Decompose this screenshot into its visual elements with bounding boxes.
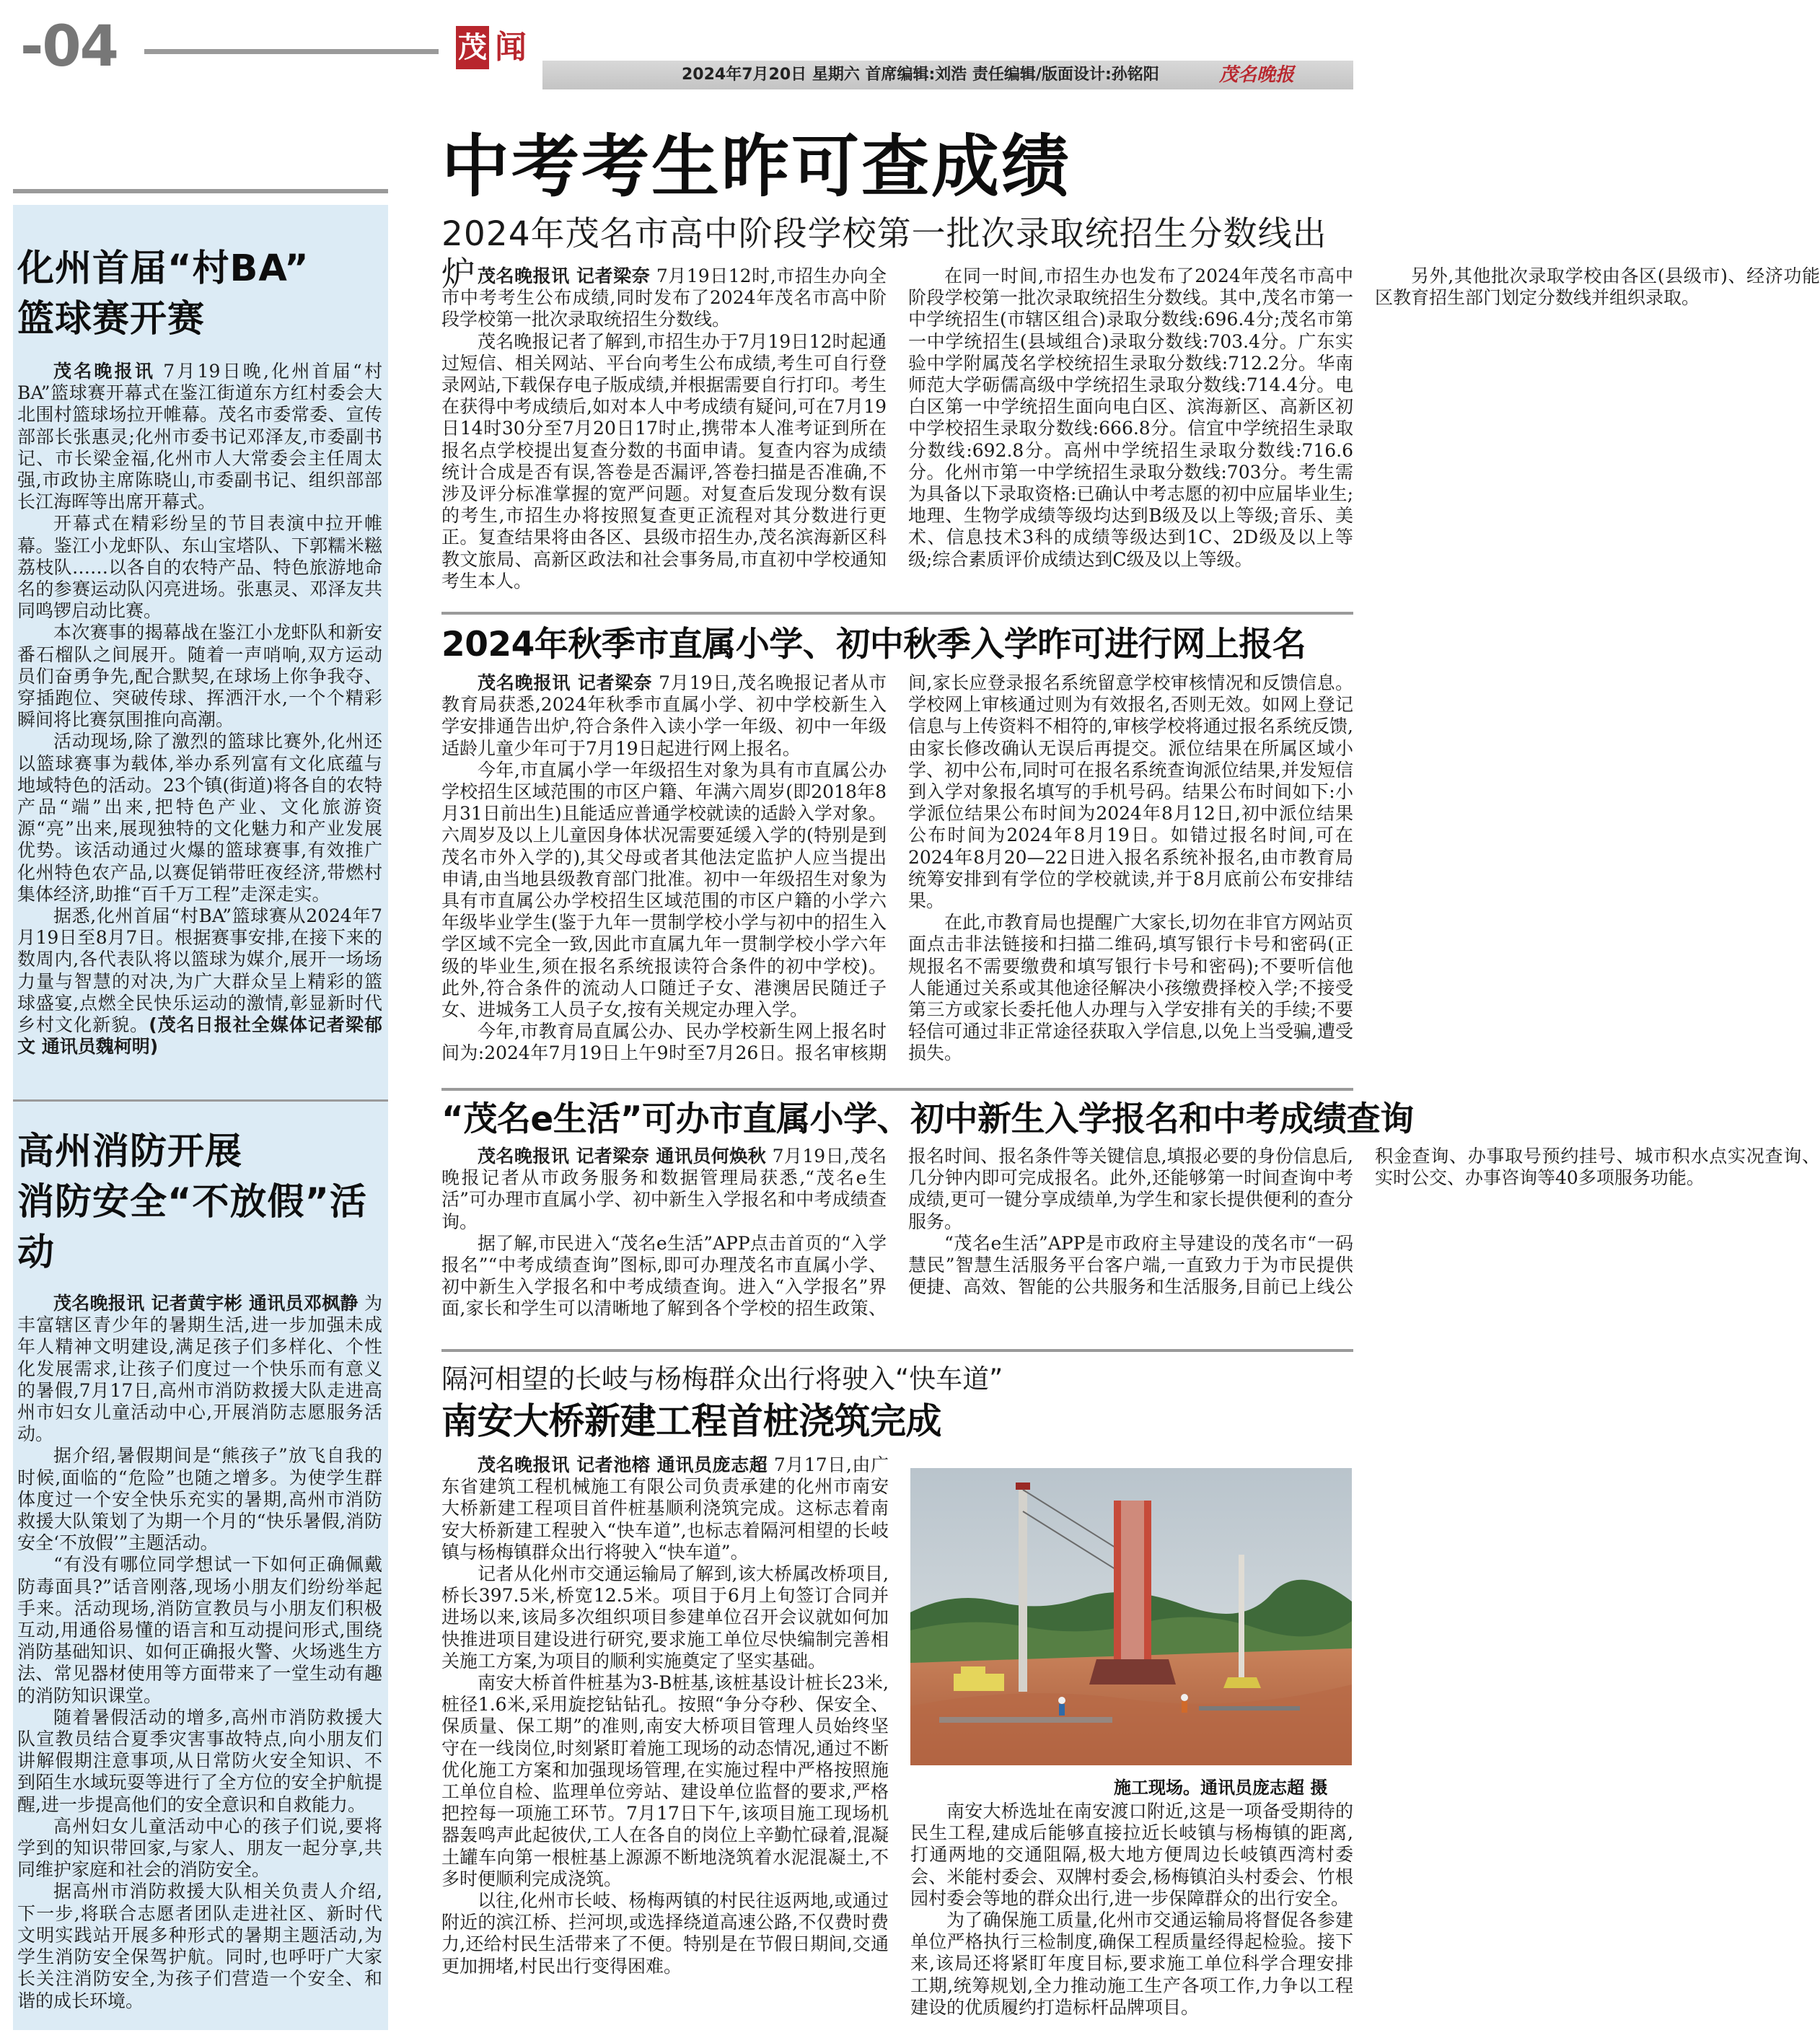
article-fire-safety-p3: “有没有哪位同学想试一下如何正确佩戴防毒面具?”话音刚落,现场小朋友们纷纷举起手来。活动现场,消防宣教员与小朋友们积极互动,用通俗易懂的语言和互动提问形式,围绕消防基础知识、如何正确报火警、火场逃生方法、常见器材使用等方面带来了一堂生动有趣的消防知识课堂。 [17, 1554, 382, 1706]
article-bridge-col2 [910, 1801, 1353, 2019]
article-village-ba-title2: 篮球赛开赛 [17, 298, 206, 341]
article-fire-safety-p4: 随着暑假活动的增多,高州市消防救援大队宣教员结合夏季灾害事故特点,向小朋友们讲解假期注意事项,从日常防火安全知识、不到陌生水域玩耍等进行了全方位的安全护航提醒,进一步提高他们的安全意识和自救能力。 [17, 1706, 382, 1815]
byline: 茂名晚报讯 [53, 361, 156, 382]
article-exam-scores-p2: 茂名晚报记者了解到,市招生办于7月19日12时起通过短信、相关网站、平台向考生公布成绩,考生可自行登录网站,下载保存电子版成绩,并根据需要自行打印。考生在获得中考成绩后,如对本人中考成绩有疑问,可在7月19日14时30分至7月20日17时止,携带本人准考证到所在报名点学校提出复查分数的书面申请。复查内容为成绩统计合成是否有误,答卷是否漏评,答卷扫描是否准确,不涉及评分标准掌握的宽严问题。对复查后发现分数有误的考生,市招生办将按照复查更正流程对其分数进行更正。复查结果将由各区、县级市招生办,茂名滨海新区科教文旅局、高新区政法和社会事务局,市直初中学校通知考生本人。 [441, 330, 887, 592]
article-enrollment-title: 2024年秋季市直属小学、初中秋季入学昨可进行网上报名 [441, 625, 1306, 664]
article-elife-p2: 据了解,市民进入“茂名e生活”APP点击首页的“入学报名”“中考成绩查询”图标,即可办理茂名市直属小学、初中新生入学报名和中考成绩查询。进入“入学报名”界面,家长和学生可以清晰地了解到各个学校的招生政策、报名时间、报名条件等关键信息,填报必要的身份信息后,几分钟内即可完成报名。此外,还能够第一时间查询中考成绩,更可一键分享成绩单,为学生和家长提供便利的查分服务。 [441, 1146, 1353, 1319]
article-village-ba-p3: 本次赛事的揭幕战在鉴江小龙虾队和新安番石榴队之间展开。随着一声哨响,双方运动员们奋勇争先,配合默契,在球场上你争我夺、穿插跑位、突破传球、挥洒汗水,一个个精彩瞬间将比赛氛围推向高潮。 [17, 622, 382, 731]
article-bridge-p2: 记者从化州市交通运输局了解到,该大桥属改桥项目,桥长397.5米,桥宽12.5米。项目于6月上旬签订合同并进场以来,该局多次组织项目参建单位召开会议就如何加快推进项目建设进行研究,要求施工单位尽快编制完善相关施工方案,为项目的顺利实施奠定了坚实基础。 [441, 1563, 889, 1672]
article-bridge-kicker: 隔河相望的长岐与杨梅群众出行将驶入“快车道” [441, 1363, 1003, 1394]
page-number: -04 [20, 14, 118, 79]
column-logo [456, 26, 535, 76]
article-fire-safety-p1: 茂名晚报讯 记者黄宇彬 通讯员邓枫静 为丰富辖区青少年的暑期生活,进一步加强未成年人精神文明建设,满足孩子们多样化、个性化发展需求,让孩子们度过一个快乐而有意义的暑假,7月17日,高州市消防救援大队走进高州市妇女儿童活动中心,开展消防志愿服务活动。 [17, 1293, 382, 1445]
divider-1 [441, 612, 1353, 615]
article-fire-safety-p6: 据高州市消防救援大队相关负责人介绍,下一步,将联合志愿者团队走进社区、新时代文明实践站开展多种形式的暑期主题活动,为学生消防安全保驾护航。同时,也呼吁广大家长关注消防安全,为孩子们营造一个安全、和谐的成长环境。 [17, 1881, 382, 2011]
article-village-ba-p5: 据悉,化州首届“村BA”篮球赛从2024年7月19日至8月7日。根据赛事安排,在接下来的数周内,各代表队将以篮球为媒介,展开一场场力量与智慧的对决,为广大群众呈上精彩的篮球盛宴,点燃全民快乐运动的激情,彰显新时代乡村文化新貌。(茂名日报社全媒体记者梁郁文 通讯员魏柯明) [17, 905, 382, 1058]
article-village-ba-title1: 化州首届“村BA” [17, 247, 309, 290]
article-fire-safety [17, 1127, 382, 2012]
article-bridge-title: 南安大桥新建工程首桩浇筑完成 [441, 1400, 941, 1442]
article-enrollment [441, 672, 1353, 1084]
article-bridge-p3: 南安大桥首件桩基为3-B桩基,该桩基设计桩长23米,桩径1.6米,采用旋挖钻钻孔。按照“争分夺秒、保安全、保质量、保工期”的准则,南安大桥项目管理人员始终坚守在一线岗位,时刻紧盯着施工现场的动态情况,通过不断优化施工方案和加强现场管理,在实施过程中严格按照施工单位自检、监理单位旁站、建设单位监督的要求,严格把控每一项施工环节。7月17日下午,该项目施工现场机器轰鸣声此起彼伏,工人在各自的岗位上辛勤忙碌着,混凝土罐车向第一根桩基上源源不断地浇筑着水泥混凝土,不多时便顺利完成浇筑。 [441, 1672, 889, 1889]
article-enrollment-p2: 今年,市直属小学一年级招生对象为具有市直属公办学校招生区域范围的市区户籍、年满六周岁(即2018年8月31日前出生)且能适应普通学校就读的适龄入学对象。六周岁及以上儿童因身体状况需要延缓入学的(特别是到茂名市外入学的),其父母或者其他法定监护人应当提出申请,由当地县级教育部门批准。初中一年级招生对象为具有市直属公办学校招生区域范围的市区户籍的小学六年级毕业学生(鉴于九年一贯制学校小学与初中的招生入学区域不完全一致,因此市直属九年一贯制学校小学六年级的毕业生,须在报名系统报读符合条件的初中学校)。此外,符合条件的流动人口随迁子女、港澳居民随迁子女、进城务工人员子女,按有关规定办理入学。 [441, 759, 887, 1021]
byline: 茂名晚报讯 记者梁奈 [478, 265, 651, 286]
article-elife [441, 1146, 1820, 1340]
credit: (茂名日报社全媒体记者梁郁文 通讯员魏柯明) [17, 1014, 382, 1058]
newspaper-brand: 茂名晚报 [1219, 64, 1295, 86]
left-panel-top-rule [13, 189, 388, 193]
article-fire-safety-title2: 消防安全“不放假”活动 [17, 1181, 368, 1274]
construction-site-photo [910, 1468, 1352, 1765]
article-exam-scores-p1: 茂名晚报讯 记者梁奈 7月19日12时,市招生办向全市中考考生公布成绩,同时发布了2024年茂名市高中阶段学校第一批次录取统招生分数线。 [441, 265, 887, 330]
article-elife-title: “茂名e生活”可办市直属小学、初中新生入学报名和中考成绩查询 [441, 1099, 1414, 1139]
article-bridge-col1 [441, 1454, 889, 1977]
article-fire-safety-title1: 高州消防开展 [17, 1130, 243, 1173]
article-bridge-p6: 为了确保施工质量,化州市交通运输局将督促各参建单位严格执行三检制度,确保工程质量经得起检验。接下来,该局还将紧盯年度目标,要求施工单位科学合理安排工期,统筹规划,全力推动施工生产各项工作,力争以工程建设的优质履约打造标杆品牌项目。 [910, 1910, 1353, 2018]
article-elife-p1: 茂名晚报讯 记者梁奈 通讯员何焕秋 7月19日,茂名晚报记者从市政务服务和数据管理局获悉,“茂名e生活”可办理市直属小学、初中新生入学报名和中考成绩查询。 [441, 1146, 887, 1232]
header-rule [144, 49, 439, 54]
header-info: 2024年7月20日 星期六 首席编辑:刘浩 责任编辑/版面设计:孙铭阳 [682, 66, 1159, 84]
column-logo-char1: 茂 [456, 26, 489, 69]
article-fire-safety-p2: 据介绍,暑假期间是“熊孩子”放飞自我的时候,面临的“危险”也随之增多。为使学生群体度过一个安全快乐充实的暑期,高州市消防救援大队策划了为期一个月的“快乐暑假,消防安全‘不放假’”主题活动。 [17, 1445, 382, 1554]
article-village-ba-p4: 活动现场,除了激烈的篮球比赛外,化州还以篮球赛事为载体,举办系列富有文化底蕴与地域特色的活动。23个镇(街道)将各自的农特产品“端”出来,把特色产业、文化旅游资源“亮”出来,展现独特的文化魅力和产业发展优势。该活动通过火爆的篮球赛事,有效推广化州特色农产品,以赛促销带旺夜经济,带燃村集体经济,助推“百千万工程”走深走实。 [17, 731, 382, 905]
byline: 茂名晚报讯 记者池榕 通讯员庞志超 [478, 1454, 768, 1475]
article-bridge-p1: 茂名晚报讯 记者池榕 通讯员庞志超 7月17日,由广东省建筑工程机械施工有限公司负责承建的化州市南安大桥新建工程项目首件桩基顺利浇筑完成。这标志着南安大桥新建工程驶入“快车道”,也标志着隔河相望的长岐镇与杨梅镇群众出行将驶入“快车道”。 [441, 1454, 889, 1563]
divider-3 [441, 1349, 1353, 1352]
article-exam-scores-p4: 另外,其他批次录取学校由各区(县级市)、经济功能区教育招生部门划定分数线并组织录取。 [1375, 265, 1820, 309]
main-subheadline: 2024年茂名市高中阶段学校第一批次录取统招生分数线出炉 [441, 214, 1327, 294]
article-village-ba [17, 244, 382, 1058]
article-village-ba-p2: 开幕式在精彩纷呈的节目表演中拉开帷幕。鉴江小龙虾队、东山宝塔队、下郭糯米糍荔枝队……以各自的农特产品、特色旅游地命名的参赛运动队闪亮进场。张惠灵、邓泽友共同鸣锣启动比赛。 [17, 513, 382, 622]
byline: 茂名晚报讯 记者梁奈 [478, 672, 653, 693]
main-headline: 中考考生昨可查成绩 [441, 128, 1072, 206]
article-village-ba-p1: 茂名晚报讯 7月19日晚,化州首届“村BA”篮球赛开幕式在鉴江街道东方红村委会大北围村篮球场拉开帷幕。茂名市委常委、宣传部部长张惠灵;化州市委书记邓泽友,市委副书记、市长梁金福,化州市人大常委会主任周太强,市政协主席陈晓山,市委副书记、组织部部长江海晖等出席开幕式。 [17, 361, 382, 513]
article-fire-safety-p5: 高州妇女儿童活动中心的孩子们说,要将学到的知识带回家,与家人、朋友一起分享,共同维护家庭和社会的消防安全。 [17, 1815, 382, 1881]
article-elife-p3: “茂名e生活”APP是市政府主导建设的茂名市“一码慧民”智慧生活服务平台客户端,一直致力于为市民提供便捷、高效、智能的公共服务和生活服务,目前已上线公积金查询、办事取号预约挂号、城市积水点实况查询、实时公交、办事咨询等40多项服务功能。 [908, 1146, 1820, 1298]
photo-caption: 施工现场。通讯员庞志超 摄 [1114, 1778, 1328, 1798]
article-exam-scores [441, 265, 1820, 605]
article-exam-scores-p3: 在同一时间,市招生办也发布了2024年茂名市高中阶段学校第一批次录取统招生分数线。其中,茂名市第一中学统招生(市辖区组合)录取分数线:696.4分;茂名市第一中学统招生(县域组合)录取分数线:703.4分。广东实验中学附属茂名学校统招生录取分数线:712.2分。华南师范大学砺儒高级中学统招生录取分数线:714.4分。电白区第一中学统招生面向电白区、滨海新区、高新区初中学校招生录取分数线:666.8分。信宜中学统招生录取分数线:692.8分。高州中学统招生录取分数线:716.6分。化州市第一中学统招生录取分数线:703分。考生需为具备以下录取资格:已确认中考志愿的初中应届毕业生;地理、生物学成绩等级均达到B级及以上等级;音乐、美术、信息技术3科的成绩等级达到1C、2D级及以上等级;综合素质评价成绩达到C级及以上等级。 [908, 265, 1353, 570]
article-bridge-p5: 南安大桥选址在南安渡口附近,这是一项备受期待的民生工程,建成后能够直接拉近长岐镇与杨梅镇的距离,打通两地的交通阻隔,极大地方便周边长岐镇西湾村委会、米能村委会、双牌村委会,杨梅镇泊头村委会、竹根园村委会等地的群众出行,进一步保障群众的出行安全。 [910, 1801, 1353, 1909]
byline: 茂名晚报讯 记者黄宇彬 通讯员邓枫静 [53, 1293, 359, 1314]
left-divider [13, 1099, 388, 1102]
article-enrollment-p4: 在此,市教育局也提醒广大家长,切勿在非官方网站页面点击非法链接和扫描二维码,填写银行卡号和密码(正规报名不需要缴费和填写银行卡号和密码);不要听信他人能通过关系或其他途径解决小孩缴费择校入学;不接受第三方或家长委托他人办理与入学安排有关的手续;不要轻信可通过非正常途径获取入学信息,以免上当受骗,遭受损失。 [908, 912, 1353, 1064]
divider-2 [441, 1088, 1353, 1091]
article-enrollment-p3: 今年,市教育局直属公办、民办学校新生网上报名时间为:2024年7月19日上午9时至7月26日。报名审核期间,家长应登录报名系统留意学校审核情况和反馈信息。学校网上审核通过则为有效报名,否则无效。如网上登记信息与上传资料不相符的,审核学校将通过报名系统反馈,由家长修改确认无误后再提交。派位结果在所属区域小学、初中公布,同时可在报名系统查询派位结果,并发短信到入学对象报名填写的手机号码。结果公布时间如下:小学派位结果公布时间为2024年8月12日,初中派位结果公布时间为2024年8月19日。如错过报名时间,可在2024年8月20—22日进入报名系统补报名,由市教育局统筹安排到有学位的学校就读,并于8月底前公布安排结果。 [441, 672, 1353, 1064]
article-bridge-p4: 以往,化州市长岐、杨梅两镇的村民往返两地,或通过附近的滨江桥、拦河坝,或选择绕道高速公路,不仅费时费力,还给村民生活带来了不便。特别是在节假日期间,交通更加拥堵,村民出行变得困难。 [441, 1890, 889, 1977]
article-enrollment-p1: 茂名晚报讯 记者梁奈 7月19日,茂名晚报记者从市教育局获悉,2024年秋季市直属小学、初中学校新生入学安排通告出炉,符合条件入读小学一年级、初中一年级适龄儿童少年可于7月19日起进行网上报名。 [441, 672, 887, 759]
byline: 茂名晚报讯 记者梁奈 通讯员何焕秋 [478, 1146, 767, 1167]
column-logo-char2: 闻 [495, 29, 527, 66]
